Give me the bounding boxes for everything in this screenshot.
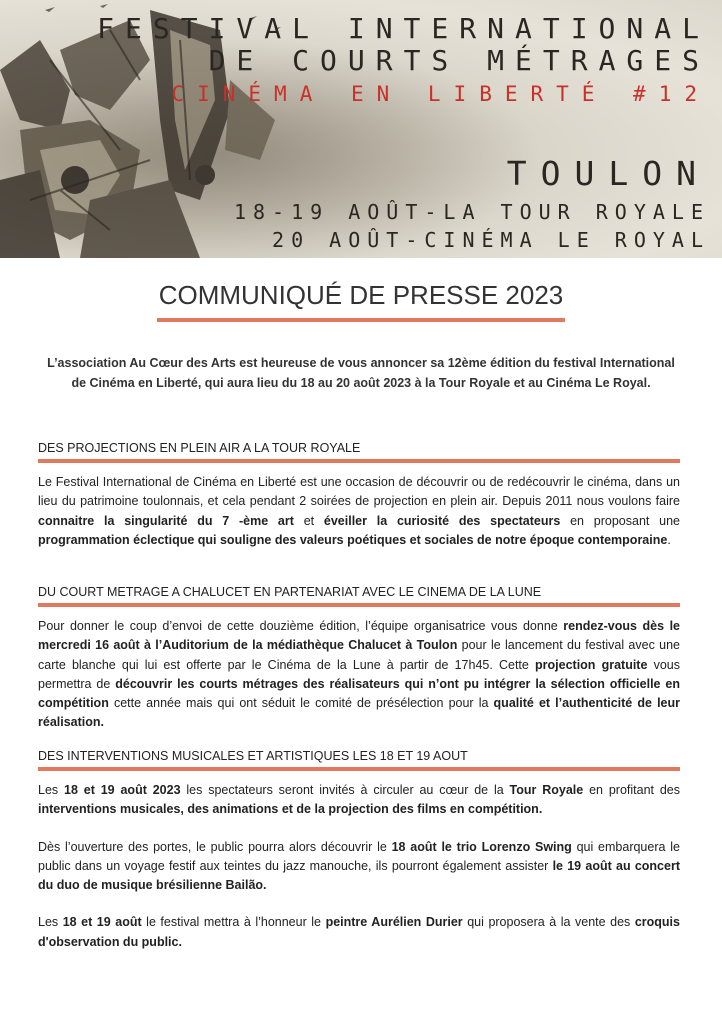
section-interventions bbox=[38, 749, 680, 970]
text-run: le festival mettra à l’honneur le bbox=[141, 915, 326, 930]
text-run: qui proposera à la vente des bbox=[462, 915, 635, 930]
bold-text: éveiller la curiosité des spectateurs bbox=[323, 513, 561, 528]
title-divider bbox=[157, 318, 565, 322]
banner-line-1: FESTIVAL INTERNATIONAL bbox=[97, 12, 710, 45]
intro-paragraph: L’association Au Cœur des Arts est heureuse de vous annoncer sa 12ème édition du festival International de Cinéma en Liberté, qui aura lieu du 18 au 20 août 2023 à la Tour Royale et au Cinéma Le Royal. bbox=[47, 356, 675, 390]
bold-text: rendez-vous dès le mercredi 16 août à l’Auditorium de la médiathèque Chalucet à Toulon bbox=[38, 619, 680, 653]
banner-city: TOULON bbox=[506, 154, 710, 193]
bold-text: programmation éclectique qui souligne des valeurs poétiques et sociales de notre époque contemporaine bbox=[38, 532, 668, 547]
section-paragraph bbox=[38, 473, 680, 550]
header-banner bbox=[0, 0, 722, 258]
banner-line-3: CINÉMA EN LIBERTÉ #12 bbox=[171, 82, 710, 106]
section-divider bbox=[38, 767, 680, 771]
bold-text: connaitre la singularité du 7 -ème art bbox=[38, 513, 294, 528]
bold-text: croquis d'observation du public. bbox=[38, 915, 680, 949]
section-heading: DES PROJECTIONS EN PLEIN AIR A LA TOUR ROYALE bbox=[38, 441, 361, 455]
bold-text: découvrir les courts métrages des réalisateurs qui n’ont pu intégrer la sélection officielle en compétition bbox=[38, 676, 680, 711]
text-run: en proposant une bbox=[560, 513, 681, 528]
section-body bbox=[38, 617, 680, 733]
bold-text: peintre Aurélien Durier bbox=[325, 915, 463, 930]
text-run: pour le lancement du festival avec une carte blanche qui lui est offerte par le Cinéma de la Lune à partir de 17h45. Cette bbox=[38, 638, 681, 672]
section-divider bbox=[38, 603, 680, 607]
text-run: les spectateurs seront invités à circuler au cœur de la bbox=[180, 783, 510, 797]
bold-text: 18 et 19 août bbox=[62, 915, 142, 930]
text-run: cette année mais qui ont séduit le comité de présélection pour la bbox=[108, 696, 494, 711]
text-run: et bbox=[293, 513, 324, 528]
bold-text: qualité et l’authenticité de leur réalisation. bbox=[38, 696, 680, 730]
section-paragraph bbox=[38, 781, 680, 820]
bold-text: projection gratuite bbox=[535, 657, 648, 672]
section-heading: DES INTERVENTIONS MUSICALES ET ARTISTIQUES LES 18 ET 19 AOUT bbox=[38, 749, 468, 763]
section-paragraph bbox=[38, 913, 680, 952]
bold-text: 18 et 19 août 2023 bbox=[64, 783, 181, 797]
text-run: en profitant des bbox=[583, 783, 680, 797]
text-run: Les bbox=[38, 783, 65, 797]
section-divider bbox=[38, 459, 680, 463]
bold-text: le 19 août au concert du duo de musique brésilienne Bailão. bbox=[38, 858, 680, 893]
section-paragraph bbox=[38, 617, 680, 733]
section-heading: DU COURT METRAGE A CHALUCET EN PARTENARIAT AVEC LE CINEMA DE LA LUNE bbox=[38, 585, 542, 599]
bold-text: interventions musicales, des animations et de la projection des films en compétition. bbox=[38, 802, 543, 817]
text-run: qui embarquera le public dans un voyage festif aux teintes du jazz manouche, ils pourront également assister bbox=[38, 839, 680, 873]
section-paragraph bbox=[38, 838, 680, 896]
text-run: Dès l’ouverture des portes, le public pourra alors découvrir le bbox=[38, 839, 392, 854]
banner-line-2: DE COURTS MÉTRAGES bbox=[208, 44, 710, 77]
text-run: . bbox=[667, 532, 671, 547]
section-court-metrage bbox=[38, 585, 680, 751]
text-run: Les bbox=[38, 915, 63, 930]
page-title: COMMUNIQUÉ DE PRESSE 2023 bbox=[158, 280, 564, 310]
text-run: vous permettra de bbox=[38, 657, 680, 691]
banner-date-2: 20 AOÛT-CINÉMA LE ROYAL bbox=[272, 228, 710, 252]
text-run: Pour donner le coup d’envoi de cette douzième édition, l’équipe organisatrice vous donne bbox=[38, 619, 564, 633]
section-projections bbox=[38, 441, 680, 568]
banner-date-1: 18-19 AOÛT-LA TOUR ROYALE bbox=[233, 200, 710, 224]
section-body bbox=[38, 473, 680, 550]
text-run: Le Festival International de Cinéma en Liberté est une occasion de découvrir ou de redécouvrir le cinéma, dans un lieu du patrimoine toulonnais, et cela pendant 2 soirées de projection en plein air. Depuis 2011 nous voulons faire bbox=[38, 475, 680, 509]
section-body bbox=[38, 781, 680, 952]
bold-text: Tour Royale bbox=[509, 783, 584, 797]
bold-text: 18 août le trio Lorenzo Swing bbox=[391, 839, 572, 854]
